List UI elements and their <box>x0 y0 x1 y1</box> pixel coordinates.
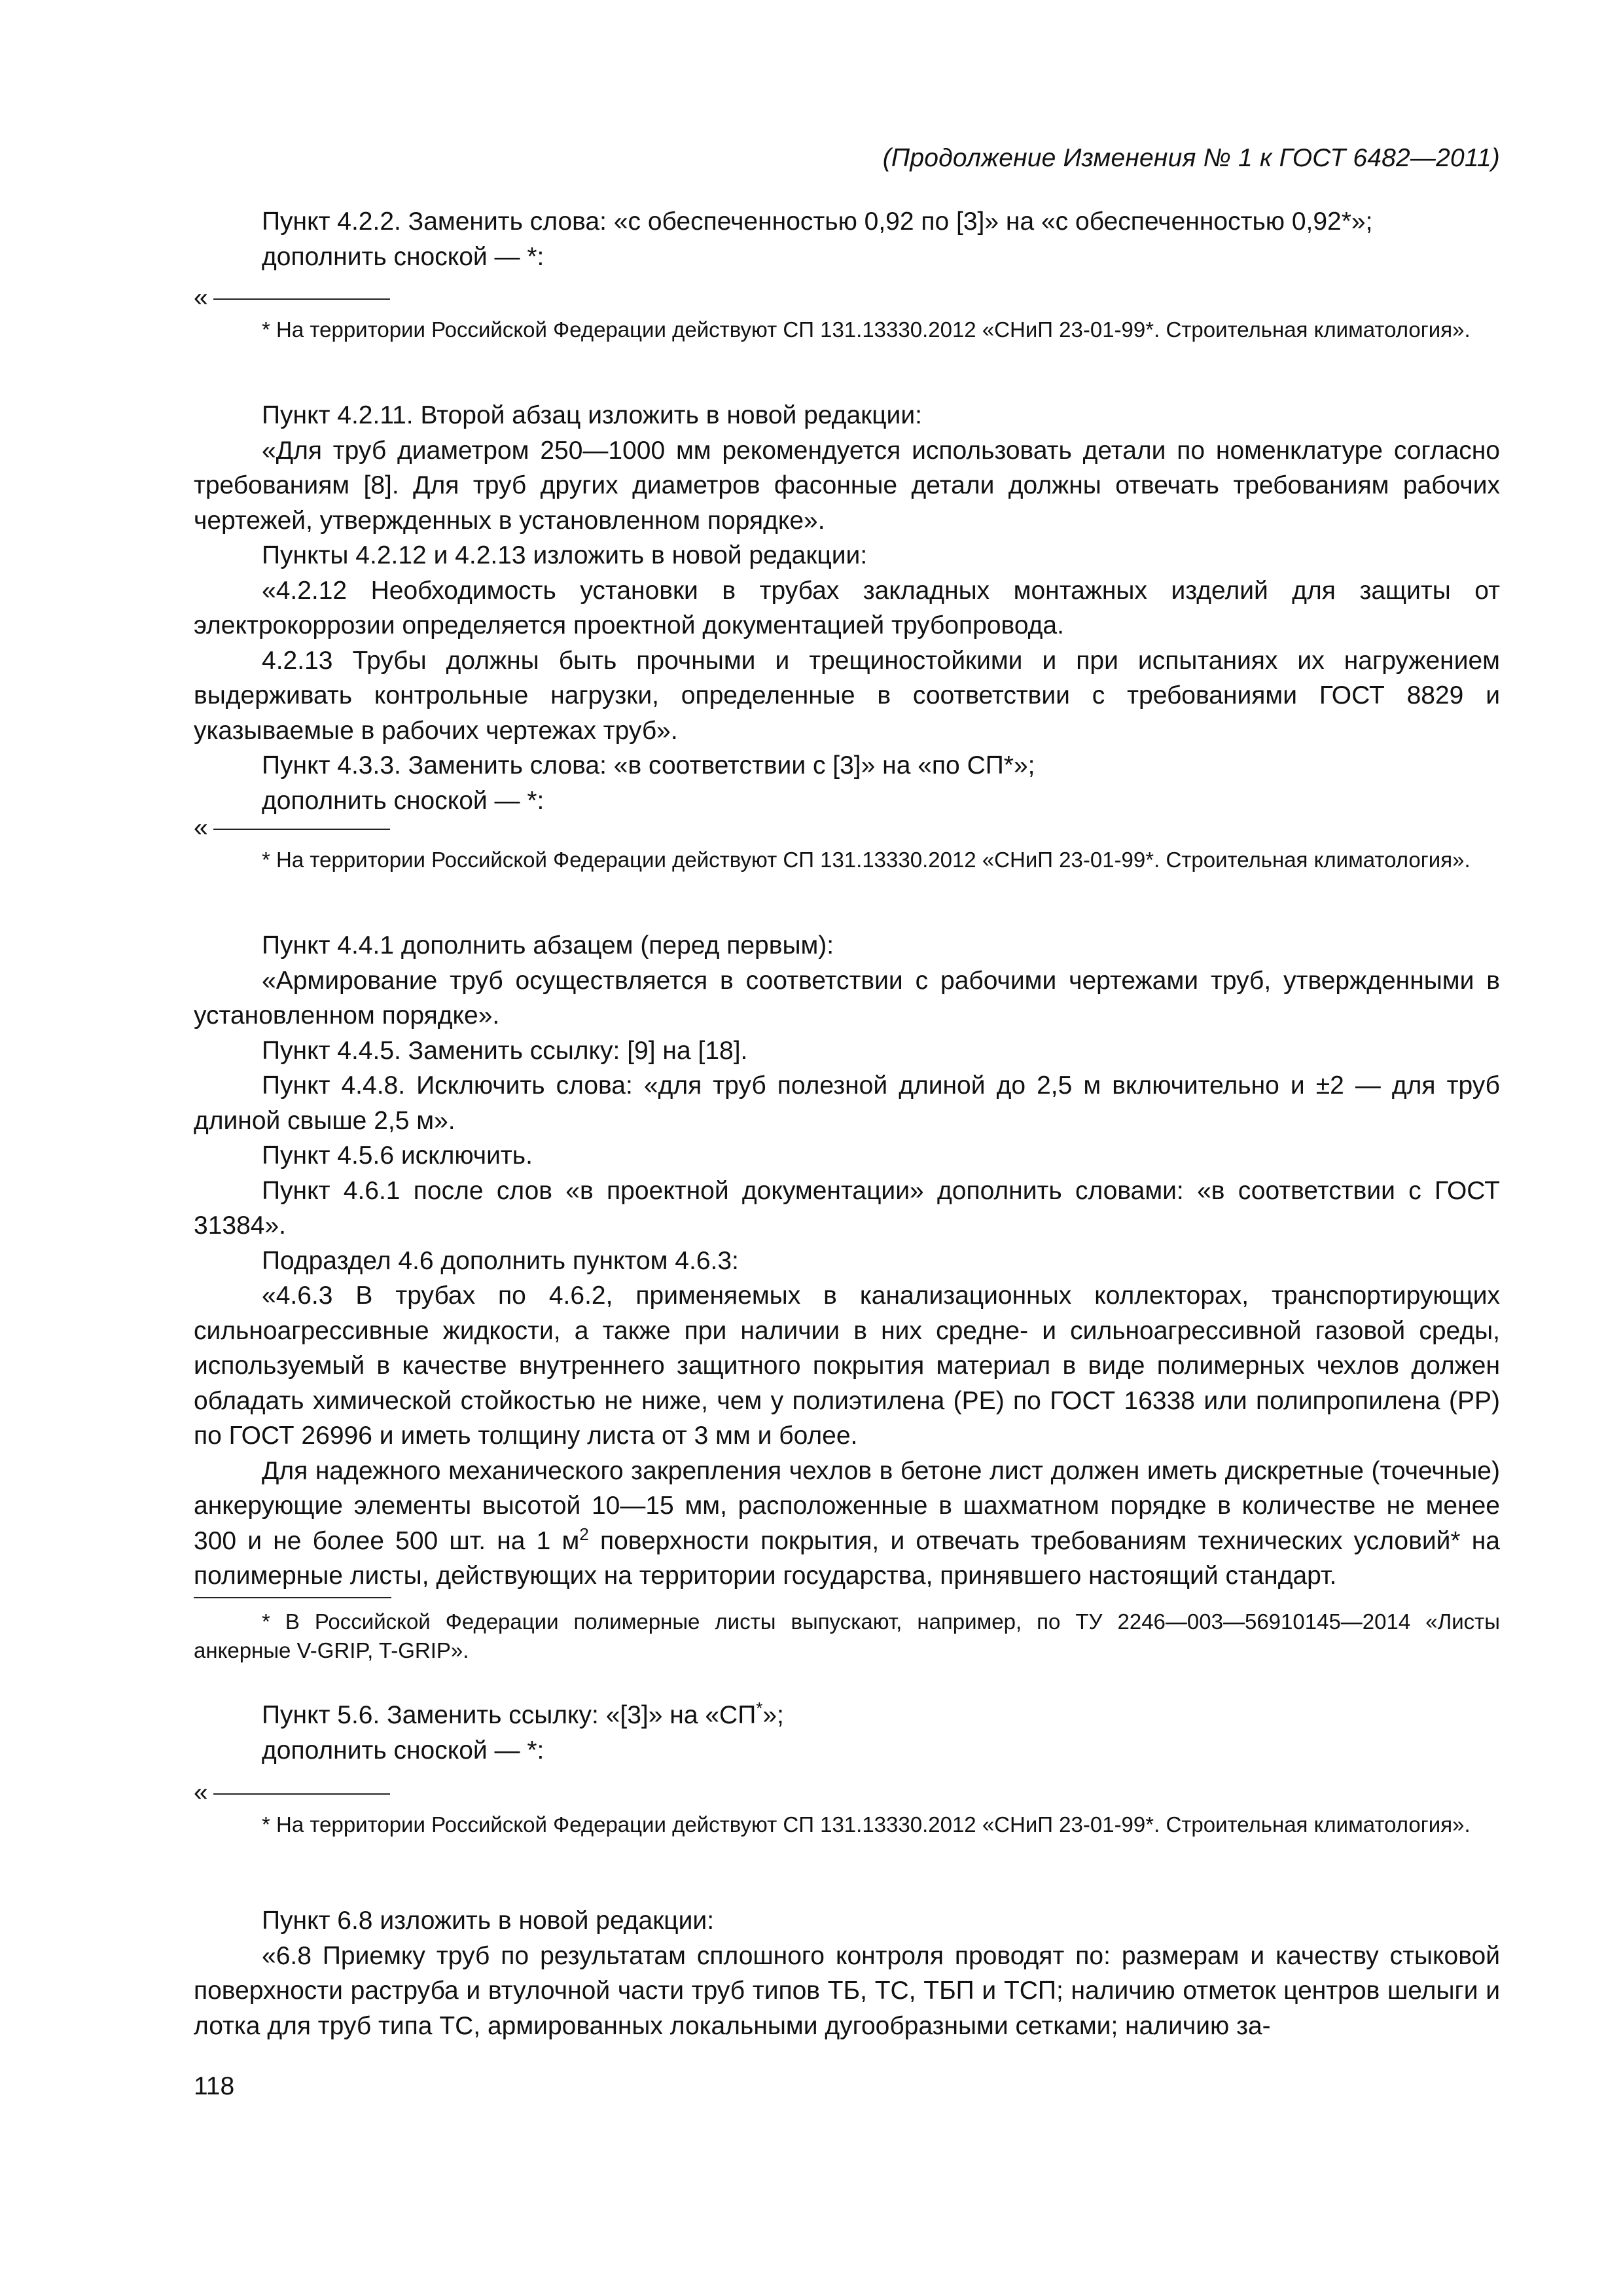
paragraph: Пункт 4.4.1 дополнить абзацем (перед первым): <box>262 931 834 960</box>
running-header: (Продолжение Изменения № 1 к ГОСТ 6482—2011) <box>882 144 1500 172</box>
block-4-4 <box>194 928 1500 1594</box>
superscript: * <box>756 1698 763 1718</box>
footnote-block <box>194 1597 1500 1665</box>
paragraph: Пункт 6.8 изложить в новой редакции: <box>262 1907 715 1935</box>
footnote-separator <box>194 280 1500 315</box>
footnote-text: * На территории Российской Федерации действуют СП 131.13330.2012 «СНиП 23-01-99*. Строительная климатология». <box>262 317 1471 342</box>
paragraph: Пункт 4.2.2. Заменить слова: «с обеспеченностью 0,92 по [3]» на «с обеспеченностью 0,92*»; <box>262 207 1373 236</box>
block-4-2-2 <box>194 204 1500 274</box>
paragraph: Пункт 4.2.11. Второй абзац изложить в новой редакции: <box>262 401 922 429</box>
footnote-text: * На территории Российской Федерации действуют СП 131.13330.2012 «СНиП 23-01-99*. Строительная климатология». <box>262 847 1471 872</box>
footnote-quote: « <box>194 1778 208 1806</box>
paragraph-text: Для надежного механического закрепления чехлов в бетоне лист должен иметь дискретные (точечные) анкерующие элементы высотой 10—15 мм, расположенные в шахматном порядке в количестве не менее 300 и не более 500 шт. на 1 м <box>194 1456 1500 1555</box>
footnote-separator <box>194 1775 1500 1810</box>
footnote-rule <box>213 1793 390 1795</box>
paragraph: Подраздел 4.6 дополнить пунктом 4.6.3: <box>262 1246 739 1275</box>
paragraph-text: поверхности покрытия, и отвечать требованиям технических условий* на полимерные листы, действующих на территории государства, принявшего настоящий стандарт. <box>194 1526 1500 1590</box>
paragraph: «Армирование труб осуществляется в соответствии с рабочими чертежами труб, утвержденными в установленном порядке». <box>194 966 1500 1030</box>
paragraph: Пункт 4.4.8. Исключить слова: «для труб полезной длиной до 2,5 м включительно и ±2 — для труб длиной свыше 2,5 м». <box>194 1071 1500 1135</box>
block-6-8 <box>194 1903 1500 2043</box>
paragraph: Пункт 4.4.5. Заменить ссылку: [9] на [18]. <box>262 1036 748 1065</box>
footnote-block <box>194 1775 1500 1839</box>
paragraph: Пункты 4.2.12 и 4.2.13 изложить в новой редакции: <box>262 541 868 569</box>
block-5-6 <box>194 1698 1500 1768</box>
footnote-separator <box>194 810 1500 846</box>
paragraph-text: »; <box>762 1701 784 1729</box>
paragraph: Пункт 4.3.3. Заменить слова: «в соответствии с [3]» на «по СП*»; <box>262 751 1035 780</box>
footnote-rule <box>213 298 390 300</box>
footnote-quote: « <box>194 283 208 312</box>
paragraph: Пункт 4.6.1 после слов «в проектной документации» дополнить словами: «в соответствии с ГОСТ 31384». <box>194 1176 1500 1240</box>
paragraph: «4.6.3 В трубах по 4.6.2, применяемых в канализационных коллекторах, транспортирующих сильноагрессивные жидкости, а также при наличии в них средне- и сильноагрессивной газовой среды, используемый в качестве внутреннего защитного покрытия материал в виде полимерных чехлов должен обладать химической стойкостью не ниже, чем у полиэтилена (PE) по ГОСТ 16338 или полипропилена (PP) по ГОСТ 26996 и иметь толщину листа от 3 мм и более. <box>194 1282 1500 1450</box>
block-4-2-11 <box>194 398 1500 818</box>
paragraph <box>194 1454 1500 1594</box>
paragraph: «6.8 Приемку труб по результатам сплошного контроля проводят по: размерам и качеству стыковой поверхности раструба и втулочной части труб типов ТБ, ТС, ТБП и ТСП; наличию отметок центров шелыги и лотка для труб типа ТС, армированных локальными дугообразными сетками; наличию за- <box>194 1941 1500 2040</box>
footnote-block <box>194 280 1500 344</box>
page-number: 118 <box>194 2072 235 2100</box>
footnote-quote: « <box>194 814 208 842</box>
paragraph: дополнить сноской — *: <box>262 786 544 815</box>
paragraph: Пункт 4.5.6 исключить. <box>262 1141 533 1170</box>
paragraph: дополнить сноской — *: <box>262 242 544 271</box>
footnote-text: * На территории Российской Федерации действуют СП 131.13330.2012 «СНиП 23-01-99*. Строительная климатология». <box>262 1812 1471 1837</box>
paragraph: дополнить сноской — *: <box>262 1736 544 1765</box>
paragraph <box>194 1698 1500 1733</box>
footnote-rule <box>194 1597 391 1598</box>
footnote-rule <box>213 829 390 830</box>
footnote-block <box>194 810 1500 874</box>
paragraph: «Для труб диаметром 250—1000 мм рекомендуется использовать детали по номенклатуре согласно требованиям [8]. Для труб других диаметров фасонные детали должны отвечать требованиям рабочих чертежей, утвержденных в установленном порядке». <box>194 436 1500 535</box>
paragraph: 4.2.13 Трубы должны быть прочными и трещиностойкими и при испытаниях их нагружением выдерживать контрольные нагрузки, определенные в соответствии с требованиями ГОСТ 8829 и указываемые в рабочих чертежах труб». <box>194 646 1500 745</box>
paragraph: «4.2.12 Необходимость установки в трубах закладных монтажных изделий для защиты от электрокоррозии определяется проектной документацией трубопровода. <box>194 576 1500 639</box>
paragraph-text: Пункт 5.6. Заменить ссылку: «[3]» на «СП <box>262 1701 757 1729</box>
superscript: 2 <box>579 1524 589 1544</box>
footnote-text: * В Российской Федерации полимерные листы выпускают, например, по ТУ 2246—003—56910145—2014 «Листы анкерные V-GRIP, T-GRIP». <box>194 1609 1500 1662</box>
